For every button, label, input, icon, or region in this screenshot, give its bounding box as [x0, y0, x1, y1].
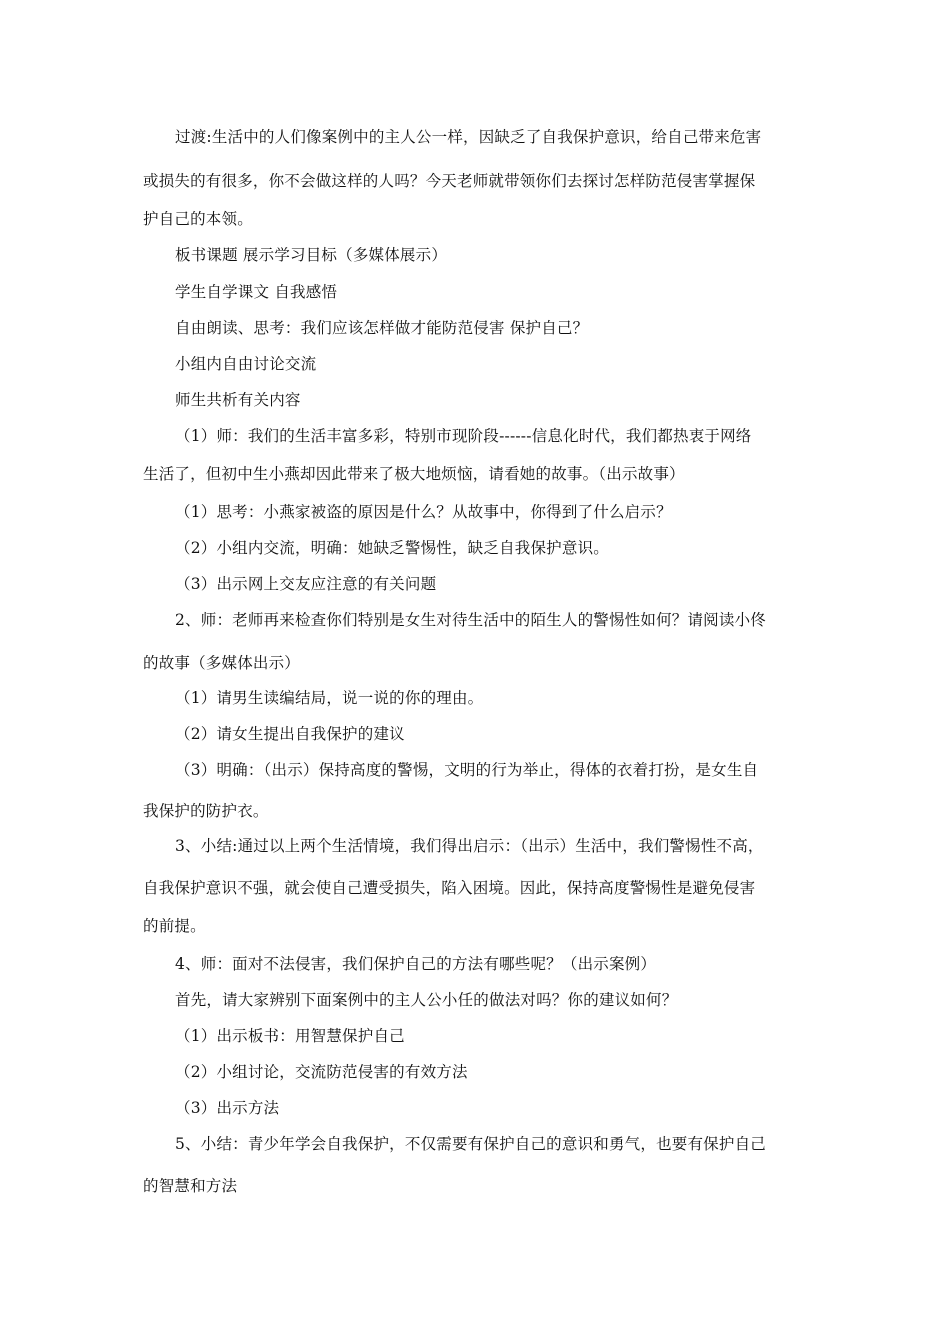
text-line: （1）出示板书：用智慧保护自己	[175, 1027, 405, 1045]
text-line: 3、小结:通过以上两个生活情境，我们得出启示：（出示）生活中，我们警惕性不高，	[175, 837, 764, 855]
text-line: 学生自学课文 自我感悟	[175, 283, 338, 301]
text-line: （3）出示方法	[175, 1099, 280, 1117]
text-line: （3）明确：（出示）保持高度的警惕，文明的行为举止，得体的衣着打扮，是女生自	[175, 761, 759, 779]
text-line: 的前提。	[143, 917, 206, 935]
text-line: 自我保护意识不强，就会使自己遭受损失，陷入困境。因此，保持高度警惕性是避免侵害	[143, 879, 756, 897]
text-line: 的故事（多媒体出示）	[143, 654, 301, 672]
text-line: 的智慧和方法	[143, 1177, 238, 1195]
text-line: （1）师：我们的生活丰富多彩，特别市现阶段------信息化时代，我们都热衷于网络	[175, 427, 752, 445]
text-line: 小组内自由讨论交流	[175, 355, 317, 373]
text-line: 师生共析有关内容	[175, 391, 301, 409]
text-line: 4、师：面对不法侵害，我们保护自己的方法有哪些呢？（出示案例）	[175, 955, 657, 973]
text-line: （1）思考：小燕家被盗的原因是什么？从故事中，你得到了什么启示？	[175, 503, 672, 521]
text-line: （2）小组内交流，明确：她缺乏警惕性，缺乏自我保护意识。	[175, 539, 609, 557]
text-line: （3）出示网上交友应注意的有关问题	[175, 575, 437, 593]
text-line: 首先，请大家辨别下面案例中的主人公小任的做法对吗？你的建议如何？	[175, 991, 678, 1009]
text-line: 我保护的防护衣。	[143, 802, 269, 820]
text-line: 2、师：老师再来检查你们特别是女生对待生活中的陌生人的警惕性如何？请阅读小佟	[175, 611, 766, 629]
text-line: 自由朗读、思考：我们应该怎样做才能防范侵害 保护自己？	[175, 319, 589, 337]
text-line: 板书课题 展示学习目标（多媒体展示）	[175, 246, 448, 264]
text-line: 5、小结：青少年学会自我保护，不仅需要有保护自己的意识和勇气，也要有保护自己	[175, 1135, 766, 1153]
text-line: 过渡:生活中的人们像案例中的主人公一样，因缺乏了自我保护意识，给自己带来危害	[175, 128, 762, 146]
text-line: 生活了，但初中生小燕却因此带来了极大地烦恼，请看她的故事。（出示故事）	[143, 465, 685, 483]
text-line: 或损失的有很多，你不会做这样的人吗？今天老师就带领你们去探讨怎样防范侵害掌握保	[143, 172, 756, 190]
text-line: （2）小组讨论，交流防范侵害的有效方法	[175, 1063, 468, 1081]
text-line: （1）请男生读编结局，说一说的你的理由。	[175, 689, 484, 707]
text-line: （2）请女生提出自我保护的建议	[175, 725, 405, 743]
text-line: 护自己的本领。	[143, 210, 253, 228]
